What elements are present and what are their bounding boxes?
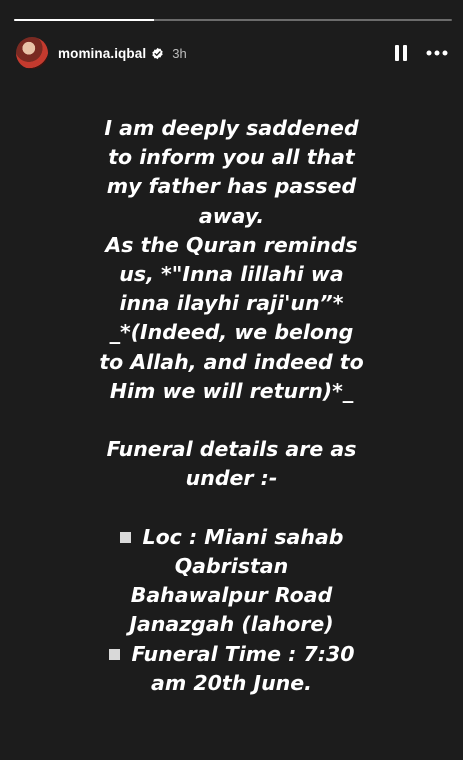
avatar[interactable]	[16, 37, 48, 69]
story-text-line: us, *"Inna lillahi wa	[119, 262, 344, 287]
story-bullet-line	[40, 523, 423, 552]
story-text-line: am 20th June.	[151, 670, 312, 695]
story-progress-bar	[14, 19, 452, 21]
username[interactable]: momina.iqbal	[58, 45, 147, 61]
verified-badge-icon	[151, 47, 164, 60]
blank-line	[40, 494, 423, 523]
bullet-square-icon	[109, 649, 120, 660]
bullet-square-icon	[120, 532, 131, 543]
story-text-line: Him we will return)*_	[109, 378, 354, 403]
story-bullet-line	[40, 640, 423, 669]
story-text-line: Loc : Miani sahab	[142, 524, 344, 549]
story-text-line: under :-	[185, 466, 278, 491]
pause-icon[interactable]	[390, 42, 412, 64]
story-text-line: _*(Indeed, we belong	[109, 320, 354, 345]
story-text-line: my father has passed	[106, 174, 357, 199]
story-text-line: to Allah, and indeed to	[99, 349, 364, 374]
story-timestamp: 3h	[172, 45, 187, 61]
story-header	[16, 36, 448, 70]
story-text-line: Bahawalpur Road	[130, 583, 333, 608]
story-text	[40, 114, 423, 698]
blank-line	[40, 406, 423, 435]
story-text-line: As the Quran reminds	[105, 232, 358, 257]
story-text-line: inna ilayhi raji'un”*	[119, 291, 344, 316]
story-text-line: Funeral Time : 7:30	[131, 641, 355, 666]
story-text-line: I am deeply saddened	[104, 116, 359, 140]
story-text-line: to inform you all that	[108, 145, 355, 170]
more-icon[interactable]	[426, 42, 448, 64]
story-progress-fill	[14, 19, 154, 21]
story-text-line: Janazgah (lahore)	[129, 612, 334, 637]
story-text-line: away.	[198, 203, 265, 228]
story-text-line: Funeral details are as	[106, 437, 357, 462]
story-text-line: Qabristan	[174, 554, 289, 579]
